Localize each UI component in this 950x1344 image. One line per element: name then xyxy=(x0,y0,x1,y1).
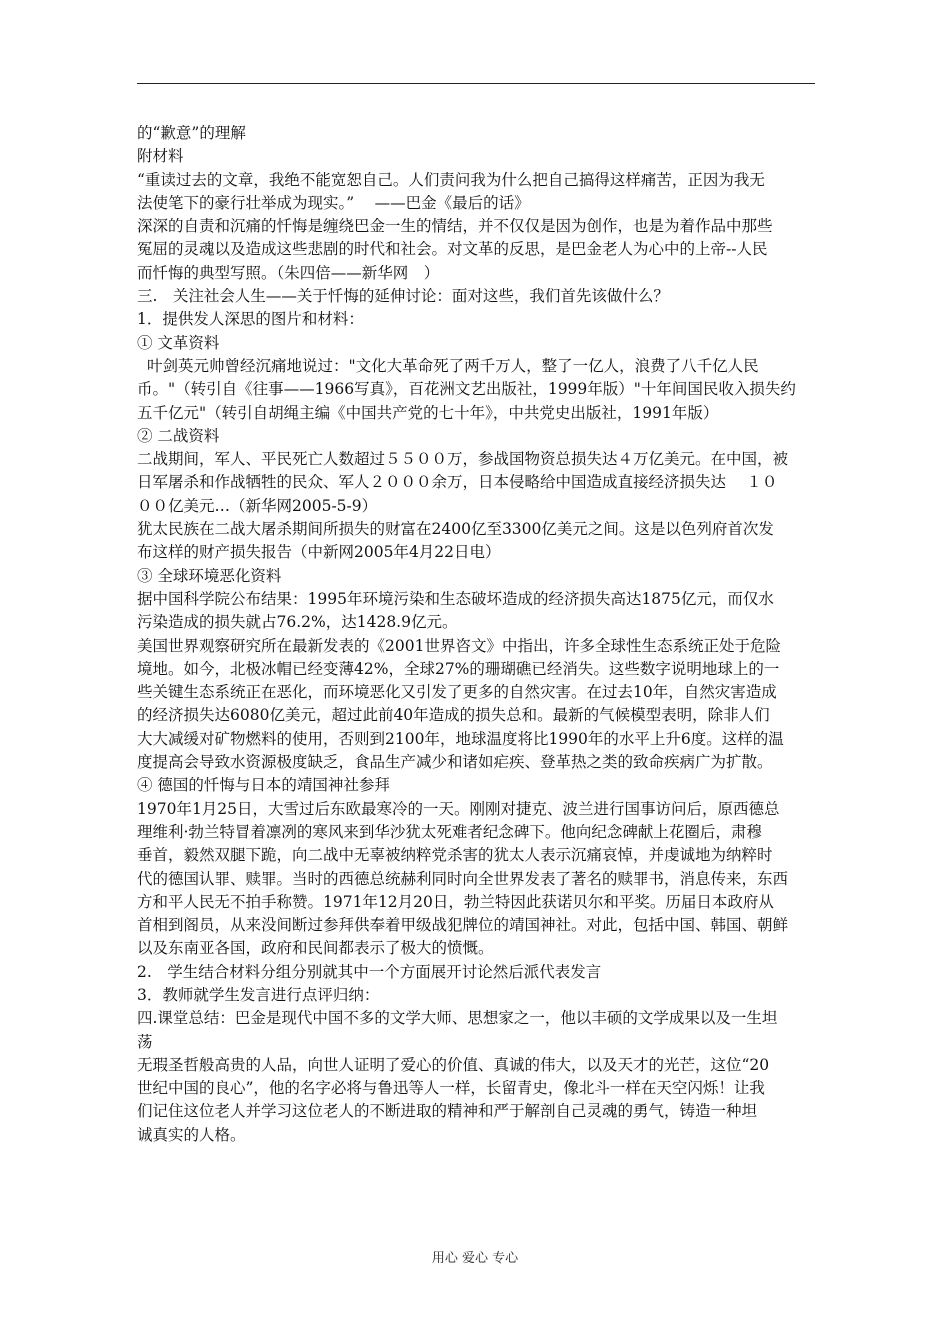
text-line: 1970年1月25日，大雪过后东欧最寒冷的一天。刚刚对捷克、波兰进行国事访问后，原西德总 xyxy=(137,799,780,818)
text-line: 法使笔下的豪行壮举成为现实。” ——巴金《最后的话》 xyxy=(137,193,530,212)
subsection-heading: ③ 全球环境恶化资料 xyxy=(137,566,282,585)
text-line: 叶剑英元帅曾经沉痛地说过："文化大革命死了两千万人，整了一亿人，浪费了八千亿人民 xyxy=(147,356,759,375)
subsection-heading: ④ 德国的忏悔与日本的靖国神社参拜 xyxy=(137,776,390,795)
text-line: 3．教师就学生发言进行点评归纳： xyxy=(137,985,380,1004)
section-heading: 三. 关注社会人生——关于忏悔的延伸讨论：面对这些，我们首先该做什么？ xyxy=(137,287,669,306)
text-line: 而忏悔的典型写照。（朱四倍——新华网 ） xyxy=(137,263,440,282)
text-line: 布这样的财产损失报告（中新网2005年4月22日电） xyxy=(137,543,501,562)
subsection-heading: ② 二战资料 xyxy=(137,426,220,445)
text-line: 二战期间，军人、平民死亡人数超过５５００万，参战国物资总损失达４万亿美元。在中国，被 xyxy=(137,450,789,469)
subsection-heading: ① 文革资料 xyxy=(137,333,220,352)
text-line: 的经济损失达6080亿美元，超过此前40年造成的损失总和。最新的气候模型表明，除非人们 xyxy=(137,706,770,725)
text-line: 据中国科学院公布结果：1995年环境污染和生态破坏造成的经济损失高达1875亿元，而仅水 xyxy=(137,589,774,608)
text-line: 些关键生态系统正在恶化，而环境恶化又引发了更多的自然灾害。在过去10年，自然灾害造成 xyxy=(137,683,777,702)
text-line: 冤屈的灵魂以及造成这些悲剧的时代和社会。对文革的反思，是巴金老人为心中的上帝--人民 xyxy=(137,240,768,259)
text-line: “重读过去的文章，我绝不能宽恕自己。人们责问我为什么把自己搞得这样痛苦，正因为我无 xyxy=(137,170,765,189)
text-line: 垂首，毅然双腿下跪，向二战中无辜被纳粹党杀害的犹太人表示沉痛哀悼，并虔诚地为纳粹时 xyxy=(137,846,773,865)
text-line: 境地。如今，北极冰帽已经变薄42%，全球27%的珊瑚礁已经消失。这些数字说明地球上的一 xyxy=(137,659,780,678)
text-line: 1．提供发人深思的图片和材料： xyxy=(137,310,364,329)
text-line: 污染造成的损失就占76.2%，达1428.9亿元。 xyxy=(137,613,458,632)
text-line: 无瑕圣哲般高贵的人品，向世人证明了爱心的价值、真诚的伟大，以及天才的光芒，这位“20 xyxy=(137,1055,770,1074)
text-line: 2. 学生结合材料分组分别就其中一个方面展开讨论然后派代表发言 xyxy=(137,962,602,981)
header-rule xyxy=(137,83,815,84)
document-body xyxy=(137,122,817,1147)
page-footer: 用心 爱心 专心 xyxy=(431,1251,519,1266)
text-line: 诚真实的人格。 xyxy=(137,1125,246,1144)
text-line: 世纪中国的良心”，他的名字必将与鲁迅等人一样，长留青史，像北斗一样在天空闪烁！让我 xyxy=(137,1079,765,1098)
text-line: 犹太民族在二战大屠杀期间所损失的财富在2400亿至3300亿美元之间。这是以色列府首次发 xyxy=(137,520,774,539)
text-line: 度提高会导致水资源极度缺乏，食品生产减少和诸如疟疾、登革热之类的致命疾病广为扩散。 xyxy=(137,753,773,772)
text-line: 以及东南亚各国，政府和民间都表示了极大的愤慨。 xyxy=(137,939,494,958)
text-line: 荡 xyxy=(137,1032,153,1051)
text-line: ００亿美元…（新华网2005-5-9） xyxy=(137,496,378,515)
text-line: 大大减缓对矿物燃料的使用，否则到2100年，地球温度将比1990年的水平上升6度。这样的温 xyxy=(137,729,784,748)
text-line: 美国世界观察研究所在最新发表的《2001世界咨文》中指出，许多全球性生态系统正处于危险 xyxy=(137,636,781,655)
text-line: 日军屠杀和作战牺牲的民众、军人２０００余万，日本侵略给中国造成直接经济损失达 １０ xyxy=(137,473,778,492)
text-line: 代的德国认罪、赎罪。当时的西德总统赫利同时向全世界发表了著名的赎罪书，消息传来，东西 xyxy=(137,869,789,888)
section-heading: 四.课堂总结：巴金是现代中国不多的文学大师、思想家之一，他以丰硕的文学成果以及一生坦 xyxy=(137,1009,778,1028)
text-line: 的“歉意”的理解 xyxy=(137,124,246,142)
text-line: 首相到阁员，从来没间断过参拜供奉着甲级战犯牌位的靖国神社。对此，包括中国、韩国、朝鲜 xyxy=(137,916,789,935)
text-line: 五千亿元"（转引自胡绳主编《中国共产党的七十年》，中共党史出版社，1991年版） xyxy=(137,403,719,422)
text-line: 们记住这位老人并学习这位老人的不断进取的精神和严于解剖自己灵魂的勇气，铸造一种坦 xyxy=(137,1102,758,1121)
text-line: 深深的自责和沉痛的忏悔是缠绕巴金一生的情结，并不仅仅是因为创作，也是为着作品中那些 xyxy=(137,217,773,236)
text-line: 币。"（转引自《往事——1966写真》，百花洲文艺出版社，1999年版）"十年间国民收入损失约 xyxy=(137,380,796,399)
text-line: 附材料 xyxy=(137,147,184,166)
text-line: 理维利·勃兰特冒着凛冽的寒风来到华沙犹太死难者纪念碑下。他向纪念碑献上花圈后，肃穆 xyxy=(137,822,762,841)
text-line: 方和平人民无不拍手称赞。1971年12月20日，勃兰特因此获诺贝尔和平奖。历届日本政府从 xyxy=(137,892,774,911)
